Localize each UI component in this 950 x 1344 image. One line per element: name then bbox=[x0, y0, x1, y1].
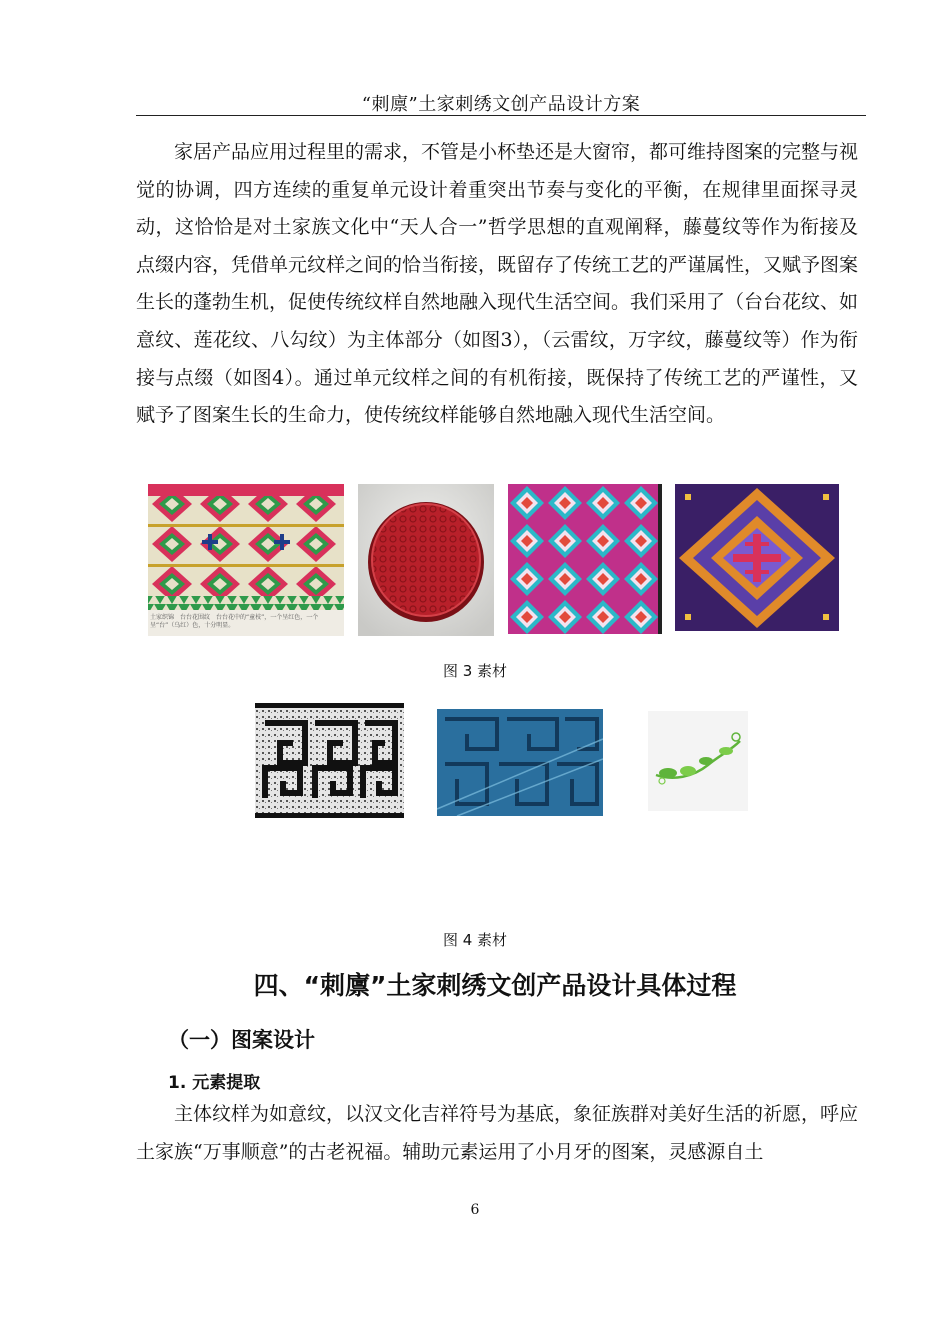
item-heading: 1. 元素提取 bbox=[168, 1073, 261, 1093]
running-header: “刺廪”土家刺绣文创产品设计方案 bbox=[361, 94, 641, 115]
section-heading: 四、“刺廪”土家刺绣文创产品设计具体过程 bbox=[253, 971, 737, 1000]
thunder-cloud-pattern-photo bbox=[255, 703, 404, 818]
lacquer-plate-photo bbox=[358, 484, 494, 636]
brocade-photo bbox=[148, 484, 344, 636]
body-paragraph: 家居产品应用过程里的需求，不管是小杯垫还是大窗帘，都可维持图案的完整与视觉的协调，四方连续的重复单元设计着重突出节奏与变化的平衡，在规律里面探寻灵动，这恰恰是对土家族文化中“天人合一”哲学思想的直观阐释，藤蔓纹等作为衔接及点缀内容，凭借单元纹样之间的恰当衔接，既留存了传统工艺的严谨属性，又赋予图案生长的蓬勃生机，促使传统纹样自然地融入现代生活空间。我们采用了（台台花纹、如意纹、莲花纹、八勾纹）为主体部分（如图3），（云雷纹，万字纹，藤蔓纹等）作为衔接与点缀（如图4）。通过单元纹样之间的有机衔接，既保持了传统工艺的严谨性，又赋予了图案生长的生命力，使传统纹样能够自然地融入现代生活空间。 bbox=[136, 141, 859, 427]
eight-hook-pattern-photo bbox=[675, 484, 839, 631]
swastika-pattern-photo bbox=[437, 709, 603, 816]
page-number: 6 bbox=[470, 1202, 480, 1218]
subsection-heading: （一）图案设计 bbox=[168, 1028, 315, 1052]
figure-3-caption: 图 3 素材 bbox=[442, 662, 508, 680]
vine-pattern-photo bbox=[648, 711, 748, 811]
figure-4-caption: 图 4 素材 bbox=[442, 931, 508, 949]
diamond-brocade-photo bbox=[508, 484, 662, 634]
header-divider bbox=[136, 115, 866, 116]
photo-caption: 土家织锦 台台花围纹 台台花中的“童枝”，一个呈红色，一个呈“台”（乌红）色，十分明显。 bbox=[150, 614, 319, 629]
body-paragraph-2: 主体纹样为如意纹，以汉文化吉祥符号为基底，象征族群对美好生活的祈愿，呼应土家族“万事顺意”的古老祝福。辅助元素运用了小月牙的图案，灵感源自土 bbox=[136, 1103, 859, 1163]
